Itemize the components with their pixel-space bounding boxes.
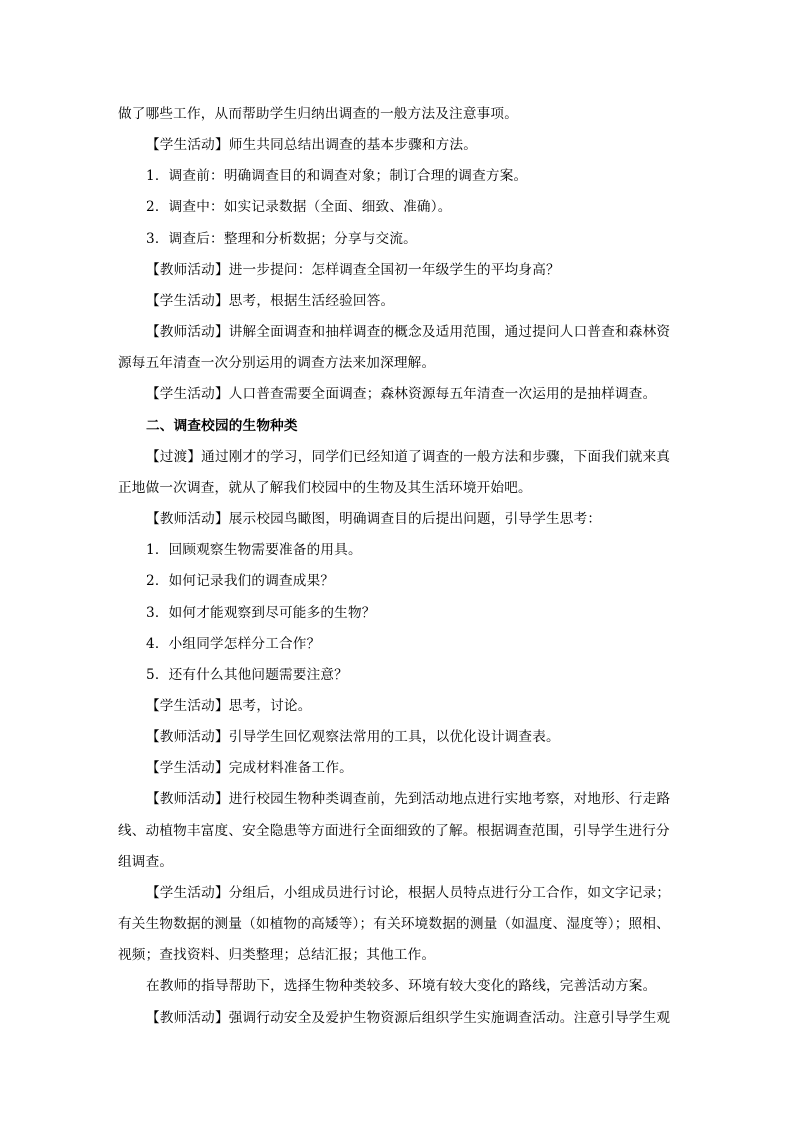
student-activity-paragraph: 【学生活动】完成材料准备工作。 xyxy=(146,760,353,777)
text-line: 正地做一次调查，就从了解我们校园中的生物及其生活环境开始吧。 xyxy=(118,479,532,496)
teacher-activity-paragraph: 【教师活动】讲解全面调查和抽样调查的概念及适用范围，通过提问人口普查和森林资 xyxy=(146,324,671,341)
text-line: 有关生物数据的测量（如植物的高矮等）；有关环境数据的测量（如温度、湿度等）；照相、 xyxy=(118,916,670,933)
text-line: 视频；查找资料、归类整理；总结汇报；其他工作。 xyxy=(118,947,436,964)
text-line: 组调查。 xyxy=(118,853,174,870)
student-activity-paragraph: 【学生活动】师生共同总结出调查的基本步骤和方法。 xyxy=(146,137,478,154)
list-item: 2．如何记录我们的调查成果？ xyxy=(146,573,335,590)
student-activity-paragraph: 【学生活动】人口普查需要全面调查；森林资源每五年清查一次运用的是抽样调查。 xyxy=(146,386,657,403)
document-body xyxy=(118,99,678,1034)
student-activity-paragraph: 【学生活动】思考，讨论。 xyxy=(146,697,312,714)
student-activity-paragraph: 【学生活动】思考，根据生活经验回答。 xyxy=(146,292,395,309)
list-item: 2．调查中：如实记录数据（全面、细致、准确）。 xyxy=(146,199,452,216)
text-line: 线、动植物丰富度、安全隐患等方面进行全面细致的了解。根据调查范围，引导学生进行分 xyxy=(118,822,670,839)
list-item: 3．调查后：整理和分析数据；分享与交流。 xyxy=(146,230,417,247)
teacher-activity-paragraph: 【教师活动】强调行动安全及爱护生物资源后组织学生实施调查活动。注意引导学生观 xyxy=(146,1009,671,1026)
teacher-activity-paragraph: 【教师活动】展示校园鸟瞰图，明确调查目的后提出问题，引导学生思考： xyxy=(146,511,602,528)
teacher-activity-paragraph: 【教师活动】引导学生回忆观察法常用的工具，以优化设计调查表。 xyxy=(146,729,560,746)
list-item: 1．调查前：明确调查目的和调查对象；制订合理的调查方案。 xyxy=(146,168,528,185)
text-paragraph: 在教师的指导帮助下，选择生物种类较多、环境有较大变化的路线，完善活动方案。 xyxy=(146,978,657,995)
teacher-activity-paragraph: 【教师活动】进行校园生物种类调查前，先到活动地点进行实地考察，对地形、行走路 xyxy=(146,791,671,808)
section-heading: 二、调查校园的生物种类 xyxy=(146,417,298,434)
text-line: 做了哪些工作，从而帮助学生归纳出调查的一般方法及注意事项。 xyxy=(118,106,519,122)
list-item: 3．如何才能观察到尽可能多的生物？ xyxy=(146,604,376,621)
list-item: 4．小组同学怎样分工合作？ xyxy=(146,635,321,652)
transition-paragraph: 【过渡】通过刚才的学习，同学们已经知道了调查的一般方法和步骤，下面我们就来真 xyxy=(146,448,671,465)
list-item: 1．回顾观察生物需要准备的用具。 xyxy=(146,542,362,559)
student-activity-paragraph: 【学生活动】分组后，小组成员进行讨论，根据人员特点进行分工合作，如文字记录； xyxy=(146,884,671,901)
text-line: 源每五年清查一次分别运用的调查方法来加深理解。 xyxy=(118,355,436,372)
list-item: 5．还有什么其他问题需要注意？ xyxy=(146,666,348,683)
teacher-activity-paragraph: 【教师活动】进一步提问：怎样调查全国初一年级学生的平均身高？ xyxy=(146,261,560,278)
